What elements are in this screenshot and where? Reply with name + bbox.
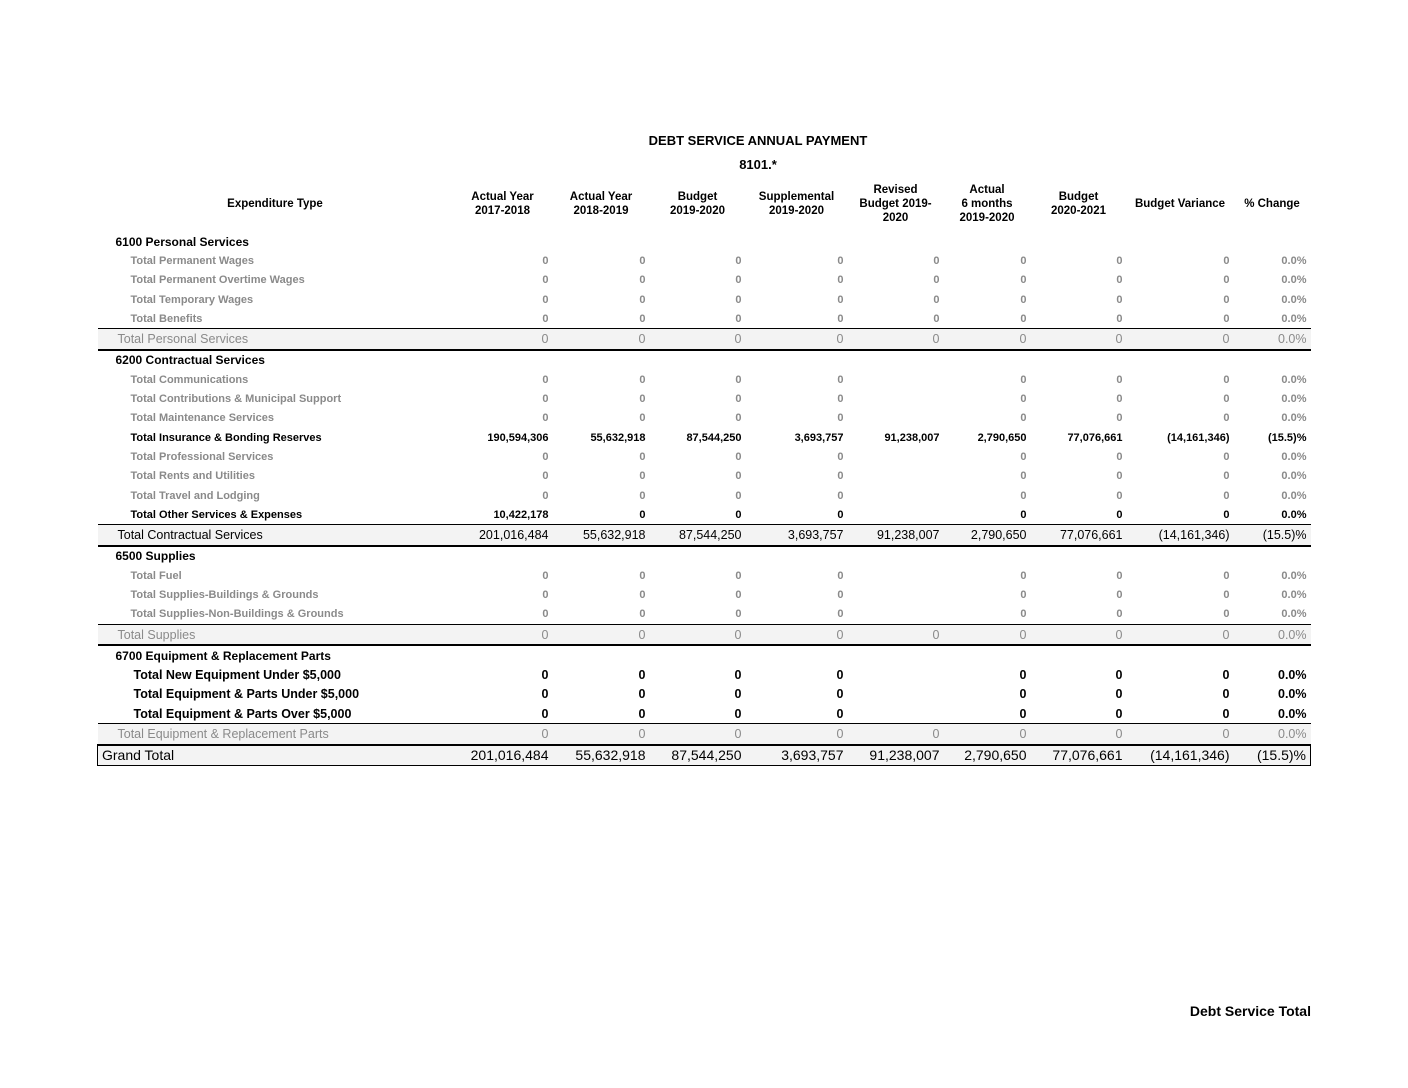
cell-value	[848, 566, 944, 585]
row-label: Total Travel and Lodging	[130, 489, 260, 502]
column-header-line: 2017-2018	[475, 205, 530, 217]
cell-value: 0	[1116, 608, 1123, 621]
cell-value: 0	[1223, 608, 1230, 621]
cell-value: 0	[735, 373, 742, 386]
cell-value: 0	[735, 450, 742, 463]
cell-value: 0	[542, 588, 549, 601]
cell-value: 0	[944, 624, 1031, 645]
cell-value: 0	[650, 329, 746, 350]
row-label: Grand Total	[98, 745, 453, 766]
cell-value: 0	[639, 450, 646, 463]
section-label: 6500 Supplies	[115, 549, 196, 564]
cell-value: 0	[1127, 724, 1234, 745]
cell-value: 0	[1031, 624, 1127, 645]
cell-value: (15.5)%	[1234, 525, 1311, 546]
row-label: Total Supplies-Non-Buildings & Grounds	[130, 608, 344, 621]
cell-value: 0	[650, 624, 746, 645]
cell-value: 0	[542, 470, 549, 483]
cell-value: 0	[746, 724, 848, 745]
subtotal-row	[98, 329, 1311, 350]
cell-value: (14,161,346)	[1127, 525, 1234, 546]
cell-value: 0	[1115, 706, 1123, 721]
row-label: Total New Equipment Under $5,000	[133, 668, 341, 683]
cell-value: 0	[1223, 508, 1230, 521]
row-label: Total Professional Services	[130, 450, 274, 463]
cell-value: 0	[1116, 569, 1123, 582]
cell-value	[848, 467, 944, 486]
table-row	[98, 447, 1311, 466]
column-header	[453, 176, 553, 232]
cell-value: 0	[542, 608, 549, 621]
row-label: Total Maintenance Services	[130, 412, 274, 425]
cell-value: 0	[735, 608, 742, 621]
section-label: 6200 Contractual Services	[115, 353, 265, 368]
cell-value: (14,161,346)	[1127, 745, 1234, 766]
cell-value: 0.0%	[1281, 373, 1307, 386]
row-label: Total Personal Services	[98, 329, 453, 350]
cell-value: 0.0%	[1281, 470, 1307, 483]
cell-value: 0	[553, 724, 650, 745]
cell-value: 0	[1031, 329, 1127, 350]
cell-value: 0	[650, 724, 746, 745]
column-header-line: 2020	[882, 212, 909, 224]
cell-value: 0	[542, 489, 549, 502]
cell-value	[848, 585, 944, 604]
row-label: Total Insurance & Bonding Reserves	[130, 431, 322, 444]
cell-value: 0	[639, 569, 646, 582]
cell-value: 91,238,007	[848, 745, 944, 766]
cell-value: 0	[1116, 470, 1123, 483]
cell-value: 0	[734, 706, 742, 721]
cell-value: 0	[1223, 312, 1230, 325]
cell-value: 0	[1116, 293, 1123, 306]
section-label: 6100 Personal Services	[115, 234, 249, 249]
row-label: Total Contributions & Municipal Support	[130, 393, 342, 406]
cell-value	[848, 370, 944, 389]
cell-value: 0	[1116, 508, 1123, 521]
cell-value: 0	[848, 624, 944, 645]
column-header-line: Actual Year	[471, 191, 534, 203]
cell-value: 77,076,661	[1031, 525, 1127, 546]
cell-value: 0	[1223, 412, 1230, 425]
cell-value	[848, 685, 944, 704]
cell-value: 0	[1127, 624, 1234, 645]
cell-value: 0	[541, 706, 549, 721]
cell-value: 0	[933, 293, 940, 306]
cell-value: 0	[848, 329, 944, 350]
table-body	[98, 232, 1311, 766]
column-header-line: Revised	[873, 184, 918, 196]
column-header-line: Actual	[969, 184, 1005, 196]
cell-value: 0	[1223, 393, 1230, 406]
cell-value	[848, 605, 944, 625]
cell-value: 201,016,484	[453, 745, 553, 766]
cell-value: 0	[639, 373, 646, 386]
table-row	[98, 704, 1311, 724]
row-label: Total Equipment & Parts Under $5,000	[133, 687, 360, 702]
cell-value: 0	[735, 254, 742, 267]
table-row	[98, 389, 1311, 408]
table-row	[98, 685, 1311, 704]
cell-value: 77,076,661	[1067, 431, 1123, 444]
cell-value: 0	[639, 393, 646, 406]
column-header	[848, 176, 944, 232]
column-header-line: 2019-2020	[769, 205, 824, 217]
column-header	[1127, 176, 1234, 232]
cell-value: 0.0%	[1278, 706, 1307, 721]
cell-value: 2,790,650	[944, 525, 1031, 546]
cell-value: 55,632,918	[590, 431, 646, 444]
cell-value	[848, 486, 944, 505]
cell-value: 0	[1222, 668, 1230, 683]
cell-value: 0	[1222, 706, 1230, 721]
cell-value: 0.0%	[1281, 254, 1307, 267]
table-row	[98, 271, 1311, 290]
cell-value: 0.0%	[1281, 569, 1307, 582]
cell-value: 91,238,007	[848, 525, 944, 546]
cell-value: 0.0%	[1281, 450, 1307, 463]
grand-total-row	[98, 745, 1311, 766]
cell-value: 0	[1115, 668, 1123, 683]
cell-value: 0	[837, 588, 844, 601]
cell-value: 55,632,918	[553, 745, 650, 766]
column-header	[1234, 176, 1311, 232]
cell-value: 0	[746, 624, 848, 645]
column-header	[98, 176, 453, 232]
cell-value: 0	[837, 393, 844, 406]
cell-value: 0	[1127, 329, 1234, 350]
section-label: 6700 Equipment & Replacement Parts	[115, 648, 331, 663]
cell-value: 0.0%	[1281, 274, 1307, 287]
column-header-line: Budget	[677, 191, 718, 203]
column-header-line: Supplemental	[758, 191, 835, 203]
column-header-line: Actual Year	[569, 191, 633, 203]
row-label: Total Equipment & Parts Over $5,000	[133, 706, 352, 721]
cell-value: 0	[1222, 687, 1230, 702]
column-header-line: 2020-2021	[1051, 205, 1106, 217]
section-header-row	[98, 232, 1311, 251]
cell-value	[848, 666, 944, 685]
cell-value: 2,790,650	[944, 745, 1031, 766]
table-row	[98, 309, 1311, 329]
cell-value: 0	[735, 412, 742, 425]
column-header	[1031, 176, 1127, 232]
column-header	[553, 176, 650, 232]
column-header-line: 2019-2020	[959, 212, 1015, 224]
cell-value: 0	[734, 687, 742, 702]
cell-value: 0	[639, 254, 646, 267]
cell-value: 201,016,484	[453, 525, 553, 546]
column-header-line: 2019-2020	[670, 205, 725, 217]
cell-value: 87,544,250	[650, 745, 746, 766]
cell-value: 0	[1020, 489, 1027, 502]
row-label: Total Rents and Utilities	[130, 470, 255, 483]
cell-value	[848, 447, 944, 466]
cell-value: 0	[1116, 393, 1123, 406]
cell-value: 0	[735, 588, 742, 601]
cell-value: 0	[1223, 588, 1230, 601]
table-row	[98, 666, 1311, 685]
report-title: DEBT SERVICE ANNUAL PAYMENT	[648, 133, 868, 148]
row-label: Total Equipment & Replacement Parts	[98, 724, 453, 745]
cell-value: 0	[837, 608, 844, 621]
cell-value: 0	[453, 724, 553, 745]
cell-value: 0	[639, 312, 646, 325]
table-row	[98, 370, 1311, 389]
cell-value: 0	[1020, 608, 1027, 621]
cell-value: 0	[837, 293, 844, 306]
cell-value: 0	[735, 470, 742, 483]
cell-value: 0	[1223, 373, 1230, 386]
cell-value: 0	[944, 329, 1031, 350]
cell-value: 0	[735, 393, 742, 406]
cell-value: 0	[542, 274, 549, 287]
cell-value: 0	[735, 489, 742, 502]
cell-value: 0.0%	[1281, 293, 1307, 306]
cell-value: 0.0%	[1281, 588, 1307, 601]
cell-value: 0	[553, 329, 650, 350]
row-label: Total Supplies-Buildings & Grounds	[130, 588, 319, 601]
cell-value: 0.0%	[1281, 489, 1307, 502]
cell-value: 0	[542, 569, 549, 582]
cell-value: 0	[1020, 312, 1027, 325]
cell-value: 0.0%	[1281, 393, 1307, 406]
cell-value: 0	[1116, 274, 1123, 287]
cell-value: 0	[836, 668, 844, 683]
cell-value: 0	[734, 668, 742, 683]
column-header-line: 6 months	[961, 198, 1013, 210]
cell-value: 0	[1116, 489, 1123, 502]
cell-value: 0	[837, 470, 844, 483]
cell-value: 0	[542, 450, 549, 463]
cell-value: 0	[837, 569, 844, 582]
row-label: Total Benefits	[130, 312, 203, 325]
cell-value: 0	[1019, 668, 1027, 683]
cell-value: 0	[638, 687, 646, 702]
cell-value: 55,632,918	[553, 525, 650, 546]
table-row	[98, 428, 1311, 447]
cell-value: 0	[1116, 412, 1123, 425]
column-header-line: Budget Variance	[1134, 198, 1226, 210]
column-header	[650, 176, 746, 232]
cell-value: 0	[837, 254, 844, 267]
cell-value: 0	[848, 724, 944, 745]
cell-value: 0	[1019, 687, 1027, 702]
cell-value: 0	[639, 608, 646, 621]
cell-value: 0	[1116, 450, 1123, 463]
cell-value: 0	[837, 489, 844, 502]
subtotal-row	[98, 624, 1311, 645]
cell-value: 0	[746, 329, 848, 350]
cell-value: 0	[553, 624, 650, 645]
cell-value: 0	[1223, 293, 1230, 306]
cell-value: 0	[542, 393, 549, 406]
cell-value: 0.0%	[1278, 687, 1307, 702]
section-header-row	[98, 350, 1311, 370]
cell-value: 0	[639, 588, 646, 601]
cell-value: 0	[541, 668, 549, 683]
cell-value: 0	[735, 569, 742, 582]
cell-value: (14,161,346)	[1167, 431, 1230, 444]
cell-value: 91,238,007	[884, 431, 940, 444]
table-row	[98, 467, 1311, 486]
cell-value: 87,544,250	[650, 525, 746, 546]
cell-value: 0	[1019, 706, 1027, 721]
cell-value: 0	[837, 412, 844, 425]
cell-value: 0	[1115, 687, 1123, 702]
cell-value: 10,422,178	[493, 508, 549, 521]
cell-value: 0	[639, 274, 646, 287]
cell-value: 0	[542, 254, 549, 267]
cell-value: 0	[837, 373, 844, 386]
cell-value: 0.0%	[1234, 329, 1311, 350]
row-label: Total Permanent Overtime Wages	[130, 274, 305, 287]
page-footer: Debt Service Total	[1189, 1003, 1311, 1019]
column-header-line: Expenditure Type	[227, 198, 323, 210]
cell-value: (15.5)%	[1234, 745, 1311, 766]
cell-value: 0	[1223, 569, 1230, 582]
cell-value	[848, 409, 944, 428]
cell-value: 0	[837, 508, 844, 521]
cell-value: 0	[453, 329, 553, 350]
cell-value	[848, 704, 944, 724]
table-row	[98, 486, 1311, 505]
cell-value: 0	[639, 412, 646, 425]
cell-value: 190,594,306	[487, 431, 549, 444]
cell-value: 0.0%	[1281, 412, 1307, 425]
cell-value	[848, 505, 944, 525]
row-label: Total Supplies	[98, 624, 453, 645]
cell-value: 0	[836, 687, 844, 702]
cell-value: 0	[836, 706, 844, 721]
cell-value: 0	[1020, 373, 1027, 386]
cell-value: 3,693,757	[746, 525, 848, 546]
section-header-row	[98, 546, 1311, 566]
cell-value: 87,544,250	[686, 431, 742, 444]
cell-value: 0	[944, 724, 1031, 745]
cell-value: 0	[542, 412, 549, 425]
cell-value: 0	[1020, 470, 1027, 483]
cell-value: 0	[639, 470, 646, 483]
cell-value: 0	[541, 687, 549, 702]
cell-value: 0	[639, 293, 646, 306]
cell-value: 0	[542, 373, 549, 386]
cell-value: 0	[639, 508, 646, 521]
cell-value	[848, 389, 944, 408]
cell-value: 0	[1020, 412, 1027, 425]
cell-value: 0	[837, 450, 844, 463]
row-label: Total Communications	[130, 373, 249, 386]
cell-value: 0	[1020, 508, 1027, 521]
table-row	[98, 605, 1311, 625]
cell-value: 3,693,757	[794, 431, 844, 444]
cell-value: 0	[1116, 373, 1123, 386]
cell-value: 0	[639, 489, 646, 502]
cell-value: 0	[1020, 588, 1027, 601]
row-label: Total Contractual Services	[98, 525, 453, 546]
cell-value: 0	[1031, 724, 1127, 745]
cell-value: 0	[1020, 254, 1027, 267]
cell-value: 0	[1116, 312, 1123, 325]
cell-value: 0.0%	[1278, 668, 1307, 683]
cell-value: 0	[638, 706, 646, 721]
table-row	[98, 585, 1311, 604]
table-header-row	[98, 176, 1311, 232]
column-header	[746, 176, 848, 232]
cell-value: 0	[1020, 393, 1027, 406]
section-header-row	[98, 645, 1311, 665]
column-header-line: Budget 2019-	[859, 198, 932, 210]
cell-value: 0	[933, 312, 940, 325]
cell-value: 0	[1116, 588, 1123, 601]
cell-value: 3,693,757	[746, 745, 848, 766]
column-header-line: 2018-2019	[573, 205, 629, 217]
cell-value: 2,790,650	[977, 431, 1027, 444]
cell-value: (15.5)%	[1267, 431, 1307, 444]
cell-value: 0	[1020, 274, 1027, 287]
cell-value: 0	[1116, 254, 1123, 267]
column-header-line: Budget	[1058, 191, 1099, 203]
table-row	[98, 566, 1311, 585]
cell-value: 0	[1223, 489, 1230, 502]
cell-value: 0	[1020, 569, 1027, 582]
row-label: Total Other Services & Expenses	[130, 508, 303, 521]
cell-value: 0	[735, 293, 742, 306]
cell-value: 0	[1223, 254, 1230, 267]
row-label: Total Temporary Wages	[130, 293, 254, 306]
cell-value: 0	[542, 312, 549, 325]
cell-value: 0	[1223, 274, 1230, 287]
cell-value: 0.0%	[1281, 608, 1307, 621]
cell-value: 0	[933, 274, 940, 287]
row-label: Total Permanent Wages	[130, 254, 254, 267]
cell-value: 0	[735, 274, 742, 287]
subtotal-row	[98, 525, 1311, 546]
subtotal-row	[98, 724, 1311, 745]
table-row	[98, 251, 1311, 270]
column-header	[944, 176, 1031, 232]
expenditure-table	[97, 176, 1311, 766]
cell-value: 0.0%	[1281, 508, 1307, 521]
cell-value: 0	[1223, 450, 1230, 463]
table-row	[98, 409, 1311, 428]
table-row	[98, 290, 1311, 309]
cell-value: 0	[735, 508, 742, 521]
cell-value: 0	[1020, 450, 1027, 463]
cell-value: 0	[735, 312, 742, 325]
cell-value: 0	[1020, 293, 1027, 306]
cell-value: 0	[1223, 470, 1230, 483]
cell-value: 0.0%	[1234, 624, 1311, 645]
cell-value: 0	[638, 668, 646, 683]
cell-value: 0	[542, 293, 549, 306]
cell-value: 0	[933, 254, 940, 267]
cell-value: 0	[453, 624, 553, 645]
cell-value: 0.0%	[1281, 312, 1307, 325]
row-label: Total Fuel	[130, 569, 182, 582]
column-header-line: % Change	[1244, 198, 1300, 210]
report-subtitle: 8101.*	[739, 157, 777, 172]
cell-value: 0.0%	[1234, 724, 1311, 745]
cell-value: 0	[837, 274, 844, 287]
table-row	[98, 505, 1311, 525]
cell-value: 0	[837, 312, 844, 325]
cell-value: 77,076,661	[1031, 745, 1127, 766]
